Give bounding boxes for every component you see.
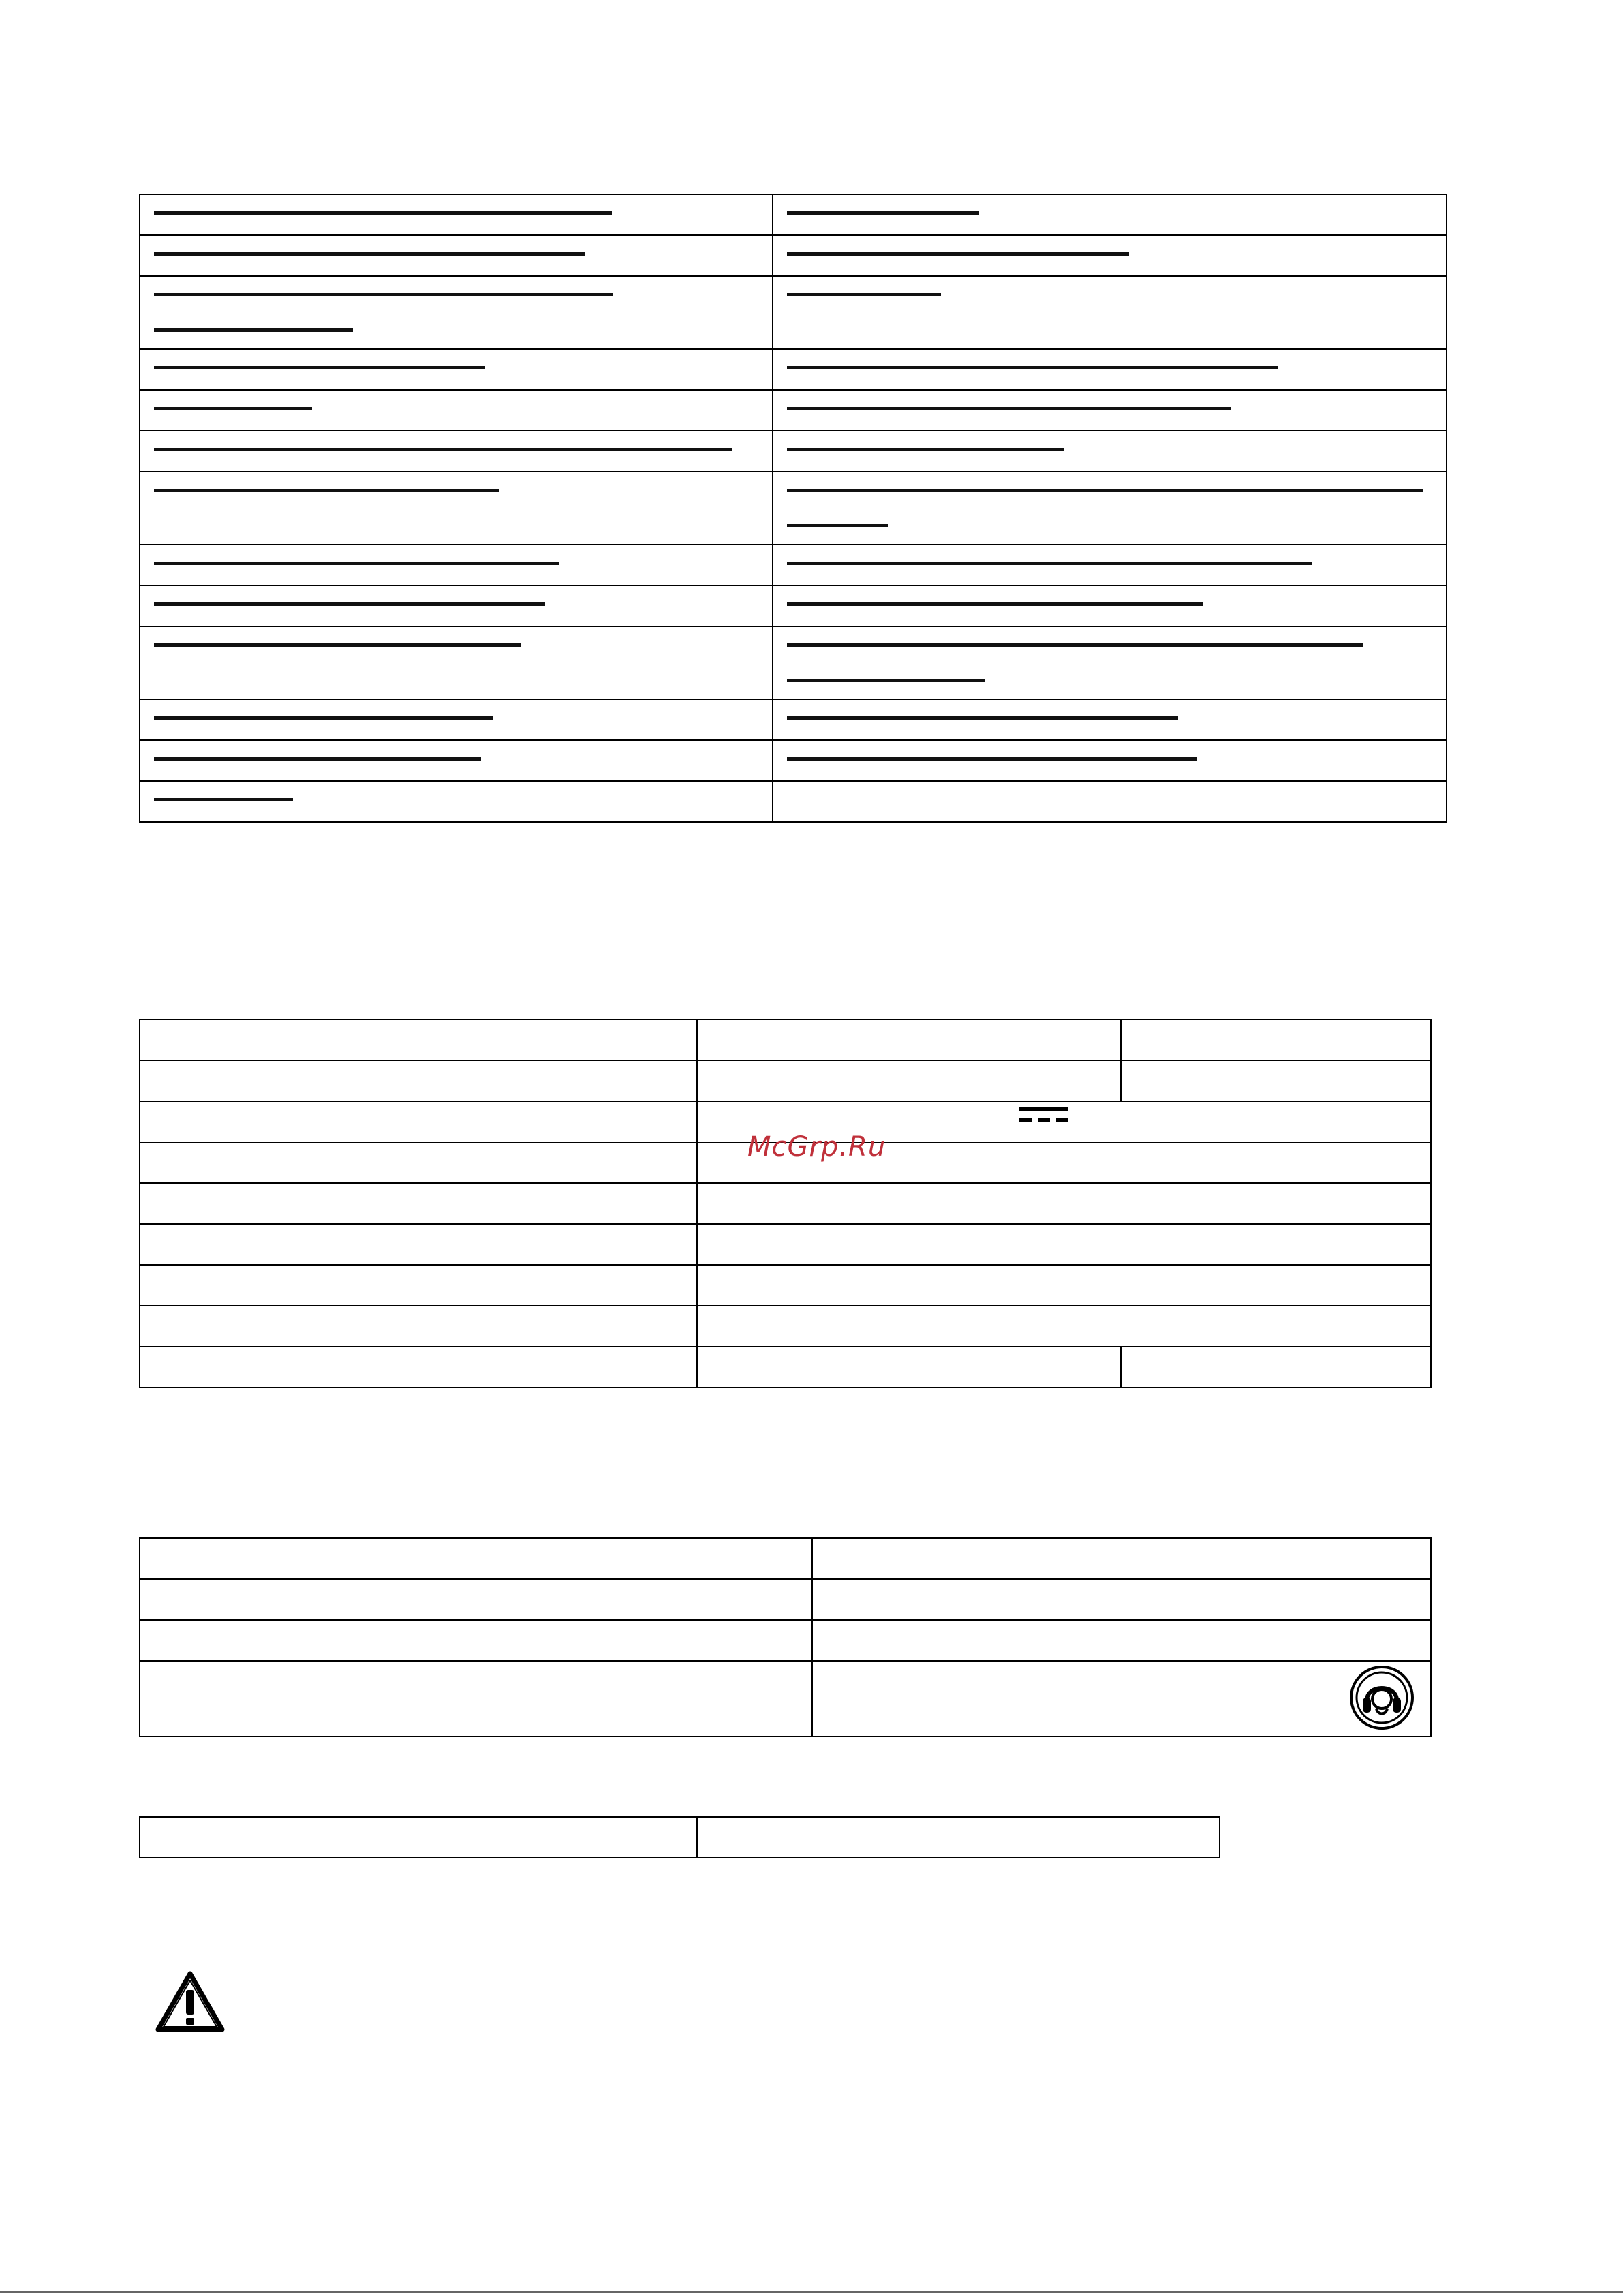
table-row: [140, 276, 1447, 349]
table-row: [140, 545, 1447, 585]
table-row: [140, 1306, 1431, 1347]
table-row: [140, 740, 1447, 781]
table-row: [140, 1661, 1431, 1736]
ear-protection-icon: [1349, 1665, 1415, 1730]
page-bottom-rule: [0, 2291, 1623, 2293]
warning-triangle-icon: [154, 1970, 226, 2035]
table-row: [140, 235, 1447, 276]
table-row: [140, 1224, 1431, 1265]
table-row: [140, 1265, 1431, 1306]
table-row: [140, 699, 1447, 740]
watermark: McGrp.Ru: [747, 1131, 886, 1163]
noise-values-table: [139, 1537, 1432, 1737]
table-row: [140, 1579, 1431, 1620]
parts-list-table: [139, 194, 1447, 823]
table-row: [140, 349, 1447, 390]
table-row: [140, 1620, 1431, 1661]
vibration-table: [139, 1816, 1220, 1858]
table-row: [140, 1347, 1431, 1388]
table-row: [140, 1060, 1431, 1101]
table-row: [140, 431, 1447, 472]
table-row: [140, 1538, 1431, 1579]
table-row: [140, 626, 1447, 699]
table-row: [140, 1183, 1431, 1224]
table-row: [140, 472, 1447, 545]
table-row: [140, 390, 1447, 431]
table-row: [140, 585, 1447, 626]
table-row: [140, 194, 1447, 235]
specifications-table: [139, 1019, 1432, 1388]
table-row: [140, 781, 1447, 822]
table-row: [140, 1817, 1220, 1858]
direct-current-icon: [1019, 1107, 1068, 1124]
table-row: [140, 1020, 1431, 1060]
